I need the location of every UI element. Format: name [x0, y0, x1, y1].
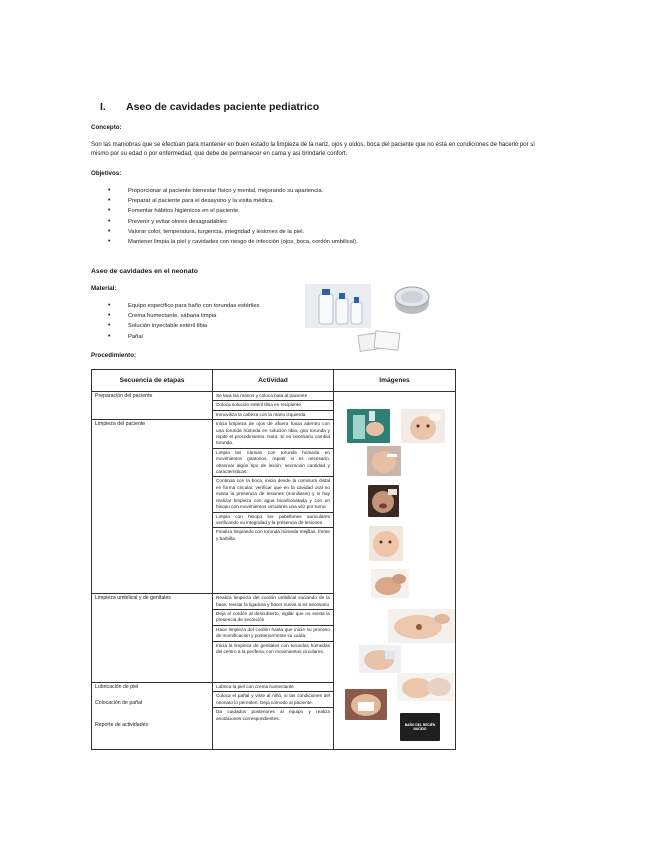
neonato-title: Aseo de cavidades en el neonato — [91, 268, 198, 275]
etapa-label: Limpieza del paciente — [95, 421, 146, 428]
procedure-table — [91, 369, 456, 750]
list-item: • Mantener limpia la piel y cavidades con riesgo de infección (ojos, boca, cordón umbilical). — [104, 237, 524, 247]
etapa-cell — [92, 392, 213, 420]
activity-text: Deja el cordón al descubierto, vigilar que no exista la presencia de secreción — [213, 610, 333, 626]
etapa-label: Colocación de pañal — [95, 699, 143, 706]
material-list — [104, 301, 304, 342]
etapa-label: Reporte de actividades — [95, 722, 149, 729]
activity-text: Se lava las manos y coloca bata al paciente — [213, 392, 333, 401]
handwashing-photo — [347, 409, 390, 443]
list-item: • Fomentar hábitos higiénicos en el paciente. — [104, 206, 524, 216]
section-number: I. — [100, 101, 106, 113]
list-item: • Crema humectante, sábana limpia — [104, 311, 304, 321]
diaper-area-photo — [359, 645, 401, 673]
actividad-cell — [213, 420, 334, 594]
activity-text: Coloca el pañal y viste al niño, si las condiciones del neonato lo permiten. Deja cómodo al paciente. — [213, 692, 333, 708]
baby-nose-photo — [367, 446, 401, 476]
activity-text: Hace limpieza del cordón hasta que inicie su proceso de momificación y posteriormente su caída. — [213, 626, 333, 642]
section-title: Aseo de cavidades paciente pediatrico — [126, 101, 320, 113]
activity-text: Limpia las narinas con torunda húmeda en movimientos giratorios, repetir si es necesario, observar algún tipo de lesión, secreción cantidad y características. — [213, 449, 333, 478]
actividad-cell — [213, 682, 334, 749]
objetivos-label: Objetivos: — [91, 170, 122, 177]
etapa-label: Lubricación de piel — [95, 683, 139, 690]
etapa-cell — [92, 594, 213, 683]
list-item: • Equipo especifico para baño con torundas estériles — [104, 301, 304, 311]
activity-text: Inmoviliza la cabeza con la mano izquierda — [216, 411, 306, 417]
material-label: Material: — [91, 285, 117, 292]
baby-mouth-photo — [368, 485, 399, 517]
activity-text: Coloca solución estéril tibia en recipiente — [213, 401, 333, 410]
video-thumbnail — [400, 713, 440, 741]
list-item: • Prevenir y evitar olores desagradables — [104, 217, 524, 227]
video-thumb-label: BAÑO DEL RECIÉN NACIDO — [404, 723, 436, 731]
header-etapas: Secuencia de etapas — [92, 370, 213, 392]
activity-text: Limpia con hisopo los pabellones auriculares verificando su integridad y la presencia de lesiones — [213, 513, 333, 529]
actividad-cell — [213, 392, 334, 420]
baby-cheeks-photo — [371, 569, 409, 598]
list-item: • Preparar al paciente para el desayuno y la visita médica. — [104, 196, 524, 206]
etapa-label: Preparación del paciente — [95, 393, 153, 399]
umbilical-cord-photo — [388, 609, 455, 643]
table-header-row — [92, 370, 456, 392]
baby-eyes-photo — [401, 409, 445, 443]
activity-text: Finaliza limpiando con torunda húmeda mejillas, frente y barbilla. — [216, 529, 330, 541]
list-item: • Valorar color, temperatura, turgencia, integridad y lesiones de la piel. — [104, 227, 524, 237]
etapa-label: Limpieza umbilical y de genitales — [95, 595, 171, 602]
concepto-label: Concepto: — [91, 124, 122, 131]
diaper-photo — [345, 689, 387, 720]
saline-bottles-image — [305, 284, 371, 328]
header-actividad: Actividad — [213, 370, 334, 392]
list-item: • Solución inyectable estéril tibia — [104, 321, 304, 331]
activity-text: Realiza limpieza del cordón umbilical iniciando de la base, revisar la ligadura y hacer nueva si es necesario — [213, 594, 333, 610]
section-heading — [100, 101, 319, 113]
actividad-cell — [213, 594, 334, 683]
procedimiento-label: Procedimiento: — [91, 352, 137, 359]
baby-ear-photo — [369, 526, 403, 561]
list-item: • Proporcionar al paciente bienestar físico y mental, mejorando su apariencia. — [104, 186, 524, 196]
table-row — [92, 392, 456, 420]
activity-text: Inicia la limpieza de genitales con torundas húmedas del centro a la periferia, con movimientos circulares. — [216, 642, 330, 654]
activity-text: Lubrica la piel con crema humectante — [213, 683, 333, 692]
list-item: • Pañal — [104, 332, 304, 342]
header-imagenes: Imágenes — [334, 370, 456, 392]
lotion-photo — [397, 673, 454, 701]
activity-text: Da cuidados posteriores al equipo y realiza anotaciones correspondientes. — [216, 709, 330, 721]
concepto-text: Son las maniobras que se efectúan para mantener en buen estado la limpieza de la nariz, ojos y oídos, boca del paciente que no está en condiciones de hacerlo por sí mismo por su edad o por enfermedad, que debe de permanecer en cama y así brindarle confort. — [91, 142, 535, 157]
images-cell — [334, 392, 456, 750]
metal-container-image — [391, 281, 433, 317]
activity-text: Inicia limpieza de ojos de afuera hacia adentro con una torunda húmeda en solución tibia, gira torunda y repite el procedimiento. Nota: Si es necesario cambia torunda. — [213, 420, 333, 449]
activity-text: Continúa con la boca, inicia desde la comisura distal en forma circular, verificar que en la cavidad oral no exista la presencia de lesiones (moniliasis) y si hay realizar limpieza con agua bicarbonatada y con un hisopo con movimientos circulares una vez por turno. — [213, 477, 333, 512]
objetivos-list — [104, 186, 524, 247]
etapa-cell — [92, 420, 213, 594]
gauze-pads-image — [357, 328, 403, 354]
etapa-cell — [92, 682, 213, 749]
